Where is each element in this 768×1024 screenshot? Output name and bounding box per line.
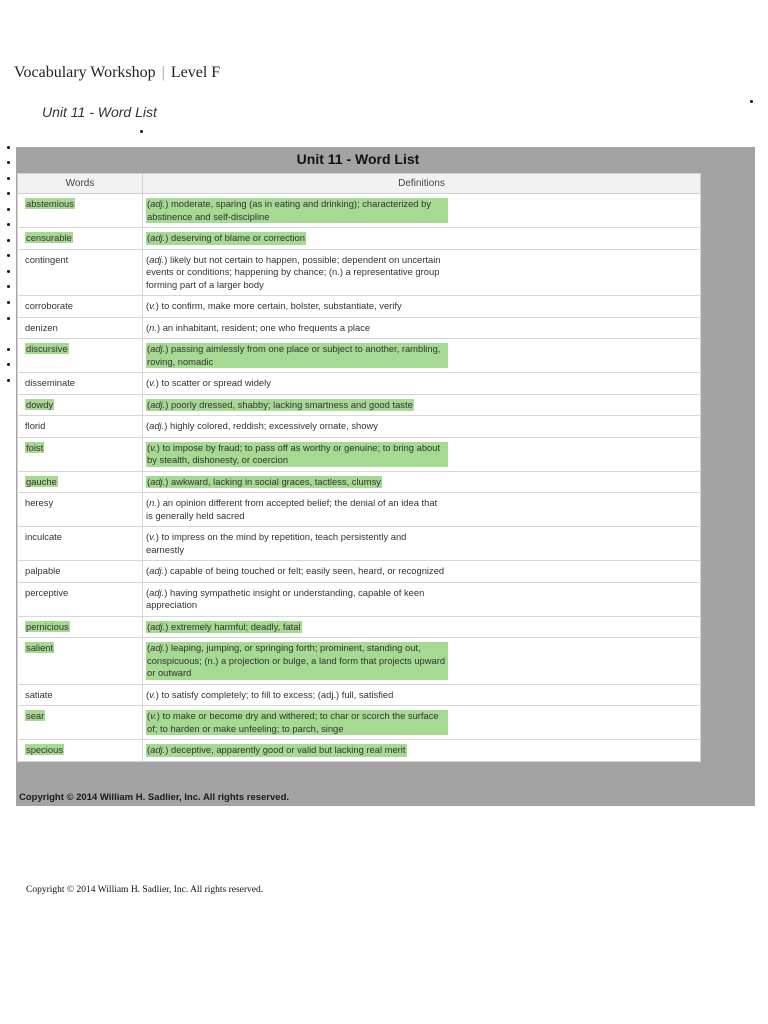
definition-text: (n.) an inhabitant, resident; one who frequents a place (146, 321, 371, 333)
part-of-speech: v. (149, 377, 156, 388)
definition: capable of being touched or felt; easily seen, heard, or recognized (169, 565, 445, 576)
header-level: Level F (170, 64, 221, 81)
word-cell (18, 527, 143, 561)
word-cell (18, 394, 143, 416)
definition-text: (adj.) highly colored, reddish; excessively ornate, showy (146, 420, 378, 431)
part-of-speech: adj. (150, 398, 166, 410)
definition-text: (adj.) leaping, jumping, or springing forth; prominent, standing out, conspicuous; (n.) a projection or bulge, a land form that projects upward or outward (146, 642, 448, 680)
vocabulary-word: corroborate (25, 300, 73, 311)
definition-text: (adj.) likely but not certain to happen, possible; dependent on uncertain events or conditions; happening by chance; (n.) a representative group forming part of a larger body (146, 253, 441, 290)
definition: highly colored, reddish; excessively ornate, showy (169, 420, 378, 431)
definition-text: (adj.) having sympathetic insight or understanding, capable of keen appreciation (146, 586, 425, 610)
vocabulary-word: censurable (26, 232, 72, 243)
unit-subtitle: Unit 11 - Word List (42, 104, 157, 120)
vocabulary-word: pernicious (26, 620, 69, 632)
table-header-row (18, 174, 701, 194)
definition-text: (adj.) awkward, lacking in social graces, tactless, clumsy (147, 475, 381, 487)
table-row (18, 437, 701, 471)
part-of-speech: v. (149, 300, 156, 311)
definition-text: (adj.) deceptive, apparently good or valid but lacking real merit (147, 744, 406, 755)
vocabulary-word: inculcate (25, 531, 63, 542)
vocabulary-word: perceptive (25, 586, 69, 598)
definition-cell (143, 740, 701, 762)
definition: an opinion different from accepted belief; the denial of an idea that is generally held sacred (146, 497, 438, 521)
table-row (18, 228, 701, 250)
definition: likely but not certain to happen, possible; dependent on uncertain events or conditions; happening by chance; (n.) a representative group forming part of a larger body (146, 253, 441, 290)
word-cell (18, 194, 143, 228)
definition-cell (143, 296, 701, 318)
table-row (18, 706, 701, 740)
definition-text: (adj.) poorly dressed, shabby; lacking smartness and good taste (147, 398, 413, 410)
definition-cell (143, 339, 701, 373)
part-of-speech: adj. (149, 420, 165, 431)
definition: deserving of blame or correction (170, 232, 305, 243)
vocabulary-word: salient (26, 642, 54, 653)
table-row (18, 616, 701, 638)
definition-text: (adj.) deserving of blame or correction (147, 232, 305, 243)
definition: to confirm, make more certain, bolster, substantiate, verify (161, 300, 402, 311)
definition: to scatter or spread widely (161, 377, 271, 388)
bullet-dot (7, 379, 10, 382)
bullet-dot (7, 285, 10, 288)
definition-cell (143, 638, 701, 685)
bullet-dot (7, 363, 10, 366)
word-cell (18, 339, 143, 373)
definition-text: (v.) to impose by fraud; to pass off as worthy or genuine; to bring about by stealth, dishonesty, or coercion (146, 442, 448, 467)
definition: extremely harmful; deadly, fatal (170, 620, 301, 632)
definition: leaping, jumping, or springing forth; prominent, standing out, conspicuous; (n.) a projection or bulge, a land form that projects upward or outward (147, 642, 446, 678)
table-row (18, 339, 701, 373)
word-cell (18, 638, 143, 685)
table-row (18, 638, 701, 685)
definition-text: (adj.) moderate, sparing (as in eating and drinking); characterized by abstinence and self-discipline (146, 198, 448, 223)
word-cell (18, 740, 143, 762)
part-of-speech: adj. (149, 586, 165, 598)
table-row (18, 416, 701, 438)
vocabulary-word: denizen (25, 321, 58, 333)
definition: an inhabitant, resident; one who frequents a place (162, 321, 371, 333)
header-title: Vocabulary Workshop (14, 64, 156, 81)
part-of-speech: v. (150, 710, 157, 721)
column-header-words: Words (18, 174, 143, 194)
word-list-panel (16, 147, 755, 806)
bullet-dot (7, 301, 10, 304)
definition: having sympathetic insight or understanding, capable of keen appreciation (146, 586, 425, 610)
table-row (18, 740, 701, 762)
table-row (18, 249, 701, 296)
vocabulary-word: discursive (26, 343, 68, 354)
part-of-speech: adj. (150, 744, 166, 755)
part-of-speech: adj. (150, 232, 166, 243)
table-row (18, 394, 701, 416)
table-row (18, 296, 701, 318)
word-cell (18, 684, 143, 706)
vocabulary-word: heresy (25, 497, 54, 508)
bullet-dot (7, 254, 10, 257)
vocabulary-word: specious (26, 744, 64, 755)
definition-cell (143, 471, 701, 493)
bullet-dot (7, 177, 10, 180)
part-of-speech: adj. (150, 642, 166, 653)
table-row (18, 561, 701, 583)
table-row (18, 194, 701, 228)
definition-cell (143, 317, 701, 339)
panel-title: Unit 11 - Word List (296, 151, 420, 167)
definition-text: (n.) an opinion different from accepted belief; the denial of an idea that is generally held sacred (146, 497, 438, 521)
definition-cell (143, 706, 701, 740)
definition: to impose by fraud; to pass off as worthy or genuine; to bring about by stealth, dishonesty, or coercion (147, 441, 441, 465)
table-row (18, 317, 701, 339)
part-of-speech: v. (149, 688, 156, 700)
vocabulary-word: abstemious (26, 198, 74, 209)
word-list-body (18, 194, 701, 762)
table-row (18, 493, 701, 527)
vocabulary-word: sear (26, 710, 45, 721)
panel-copyright: Copyright © 2014 William H. Sadlier, Inc. All rights reserved. (19, 792, 290, 803)
bullet-dot (140, 130, 143, 133)
part-of-speech: v. (149, 531, 156, 542)
definition-cell (143, 561, 701, 583)
header-separator: | (161, 64, 165, 81)
table-row (18, 684, 701, 706)
bullet-dot (750, 100, 753, 103)
word-list-table (17, 173, 701, 762)
part-of-speech: adj. (150, 343, 166, 354)
definition-text: (v.) to satisfy completely; to fill to excess; (adj.) full, satisfied (146, 688, 394, 700)
part-of-speech: adj. (150, 198, 166, 209)
bullet-dot (7, 348, 10, 351)
word-cell (18, 317, 143, 339)
vocabulary-word: florid (25, 420, 46, 431)
vocabulary-word: foist (26, 441, 44, 453)
bullet-dot (7, 146, 10, 149)
bullet-dot (7, 161, 10, 164)
bullet-dot (7, 270, 10, 273)
definition-cell (143, 249, 701, 296)
document-header (14, 64, 220, 82)
definition-cell (143, 493, 701, 527)
part-of-speech: adj. (150, 475, 166, 487)
definition-cell (143, 373, 701, 395)
definition-text: (adj.) passing aimlessly from one place or subject to another, rambling, roving, nomadic (146, 343, 448, 368)
definition-cell (143, 437, 701, 471)
table-row (18, 471, 701, 493)
definition: moderate, sparing (as in eating and drinking); characterized by abstinence and self-discipline (147, 198, 432, 222)
table-row (18, 527, 701, 561)
word-cell (18, 471, 143, 493)
definition-text: (v.) to impress on the mind by repetition, teach persistently and earnestly (146, 531, 407, 555)
part-of-speech: adj. (150, 620, 166, 632)
column-header-definitions: Definitions (143, 174, 701, 194)
part-of-speech: n. (149, 321, 157, 333)
word-cell (18, 249, 143, 296)
definition-text: (v.) to make or become dry and withered; to char or scorch the surface of; to harden or make unfeeling; to parch, singe (146, 710, 448, 735)
vocabulary-word: satiate (25, 688, 53, 700)
word-cell (18, 296, 143, 318)
table-row (18, 373, 701, 395)
definition: to make or become dry and withered; to char or scorch the surface of; to harden or make unfeeling; to parch, singe (147, 710, 439, 734)
definition-cell (143, 582, 701, 616)
part-of-speech: adj. (149, 565, 165, 576)
page-copyright: Copyright © 2014 William H. Sadlier, Inc. All rights reserved. (26, 885, 264, 895)
definition-cell (143, 194, 701, 228)
definition-cell (143, 394, 701, 416)
definition-cell (143, 416, 701, 438)
definition: to satisfy completely; to fill to excess; (adj.) full, satisfied (161, 688, 394, 700)
bullet-dot (7, 239, 10, 242)
word-cell (18, 416, 143, 438)
table-row (18, 582, 701, 616)
bullet-dot (7, 317, 10, 320)
vocabulary-word: contingent (25, 253, 69, 265)
word-cell (18, 373, 143, 395)
vocabulary-word: disseminate (25, 377, 76, 388)
word-cell (18, 616, 143, 638)
vocabulary-word: dowdy (26, 398, 54, 410)
word-list-table-wrap (17, 173, 700, 762)
definition: poorly dressed, shabby; lacking smartness and good taste (170, 398, 413, 410)
definition-cell (143, 527, 701, 561)
definition: passing aimlessly from one place or subject to another, rambling, roving, nomadic (147, 343, 441, 367)
word-cell (18, 437, 143, 471)
part-of-speech: adj. (149, 253, 165, 265)
word-cell (18, 493, 143, 527)
part-of-speech: n. (149, 497, 157, 508)
definition: deceptive, apparently good or valid but lacking real merit (170, 744, 406, 755)
word-cell (18, 706, 143, 740)
definition-cell (143, 616, 701, 638)
bullet-dot (7, 192, 10, 195)
definition: awkward, lacking in social graces, tactless, clumsy (170, 475, 381, 487)
definition-text: (adj.) extremely harmful; deadly, fatal (147, 620, 301, 632)
vocabulary-word: palpable (25, 565, 61, 576)
word-cell (18, 561, 143, 583)
bullet-dot (7, 208, 10, 211)
word-cell (18, 228, 143, 250)
word-cell (18, 582, 143, 616)
definition-text: (v.) to confirm, make more certain, bolster, substantiate, verify (146, 300, 402, 311)
definition-cell (143, 228, 701, 250)
definition: to impress on the mind by repetition, teach persistently and earnestly (146, 531, 407, 555)
vocabulary-word: gauche (26, 475, 57, 487)
definition-text: (adj.) capable of being touched or felt; easily seen, heard, or recognized (146, 565, 445, 576)
definition-text: (v.) to scatter or spread widely (146, 377, 271, 388)
definition-cell (143, 684, 701, 706)
part-of-speech: v. (150, 441, 157, 453)
bullet-dot (7, 223, 10, 226)
